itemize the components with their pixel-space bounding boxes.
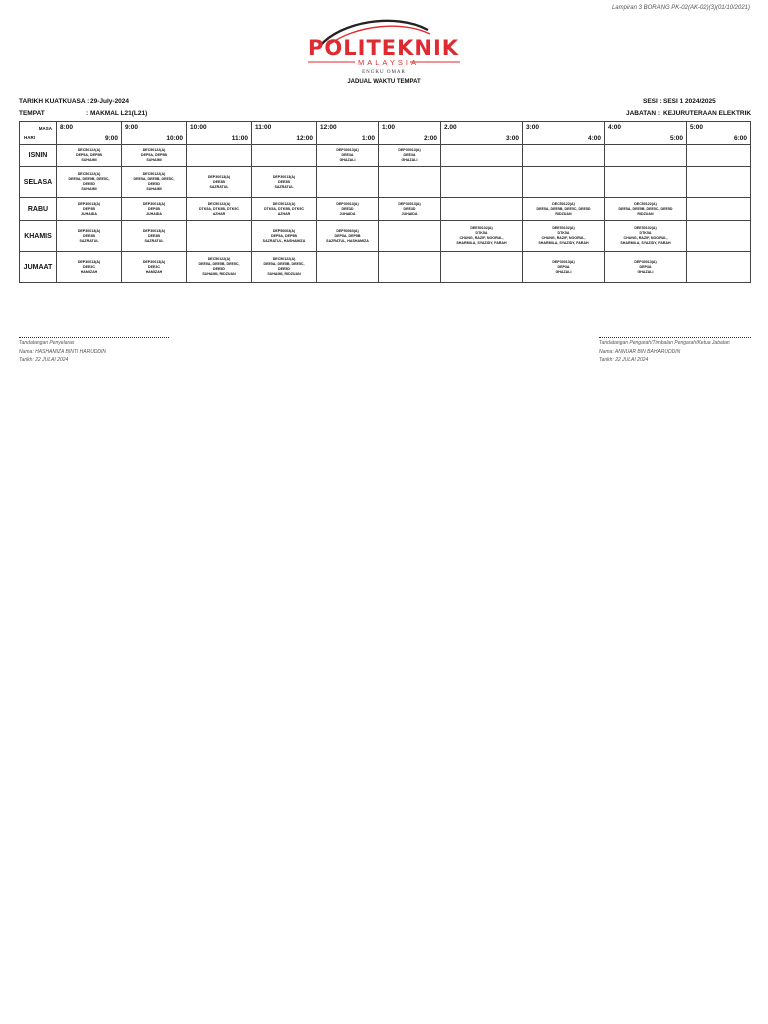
timetable-cell <box>441 167 523 198</box>
timetable-cell <box>605 221 687 252</box>
slot-header <box>523 122 605 145</box>
signature-head <box>599 337 751 365</box>
cell-line: DEE3A <box>341 153 354 157</box>
timetable-cell <box>187 145 252 167</box>
cell-line: DEE5A, DEE5B, DEE5C, <box>263 262 305 266</box>
masa-label: MASA <box>38 126 52 131</box>
cell-line: DEE5D <box>148 182 160 186</box>
cell-line: SAZRATUL <box>79 238 99 243</box>
timetable-header <box>20 122 751 145</box>
cell-line: JUHAIDA <box>81 211 97 216</box>
cell-line: DEE3B <box>213 179 225 184</box>
timetable-cell <box>317 167 379 198</box>
timetable-cell <box>605 252 687 283</box>
cell-line: DEP3A <box>557 264 570 269</box>
cell-line: AZHAR <box>277 211 291 216</box>
timetable-cell <box>187 252 252 283</box>
cell-line: DEP30013(A) <box>77 259 101 264</box>
cell-line: DEP3B <box>83 206 95 211</box>
day-label: KHAMIS <box>20 221 57 252</box>
cell-line: DEP30013(A) <box>207 174 231 179</box>
cell-line: CHUNG, RAZIF, NOORUL, <box>459 236 504 240</box>
cell-line: DEE50102(A) <box>470 226 493 230</box>
slot-header <box>57 122 122 145</box>
cell-line: DEE3B <box>83 233 95 238</box>
slot-end: 4:00 <box>587 135 601 142</box>
timetable-cell <box>523 167 605 198</box>
cell-line: CHUNG, RAZIF, NOORUL, <box>623 236 668 240</box>
tempat-value: : MAKMAL L21(L21) <box>86 110 148 117</box>
logo-sub-text: MALAYSIA <box>358 58 419 67</box>
timetable-cell <box>317 221 379 252</box>
cell-line: DEP3A <box>639 264 652 269</box>
cell-line: SUHAIMI <box>146 158 162 162</box>
timetable-cell <box>379 221 441 252</box>
form-reference: Lampiran 3 BORANG PK-02(AK-02)(3)(01/10/2021) <box>611 5 750 11</box>
cell-line: DEP30013(A) <box>77 201 101 206</box>
cell-line: HAMIZAH <box>145 269 163 274</box>
timetable-cell <box>605 167 687 198</box>
slot-start: 3:00 <box>526 124 540 131</box>
signature-label: Tandatangan Pengarah/Timbalan Pengarah/Ketua Jabatan <box>599 340 730 346</box>
timetable-cell <box>187 167 252 198</box>
timetable <box>19 121 751 283</box>
cell-line: DEE3B <box>148 233 160 238</box>
timetable-cell <box>57 145 122 167</box>
timetable-cell <box>441 252 523 283</box>
slot-end: 5:00 <box>669 135 683 142</box>
slot-end: 9:00 <box>104 135 118 142</box>
politeknik-logo <box>300 14 470 76</box>
slot-start: 4:00 <box>608 124 622 131</box>
timetable-cell <box>379 252 441 283</box>
hari-label: HARI <box>24 135 35 140</box>
slot-start: 2.00 <box>444 124 457 131</box>
cell-line: SUHAIMI, RIDZUAN <box>267 272 301 276</box>
cell-line: DEC50122(A) <box>634 201 657 206</box>
cell-line: DEE5A, DEE5B, DEE5C, DEE5D <box>618 206 673 211</box>
cell-line: DEP30013(A) <box>142 228 166 233</box>
signature-date: Tarikh: 22 JULAI 2024 <box>19 357 69 363</box>
cell-line: DEP30013(A) <box>398 201 421 206</box>
cell-line: DEP5A, DEP5B <box>76 153 102 157</box>
signature-line <box>19 337 169 338</box>
day-label: SELASA <box>20 167 57 198</box>
cell-line: DEC50122(A) <box>142 172 166 176</box>
cell-line: DEP30013(A) <box>552 259 575 264</box>
cell-line: AZHAR <box>212 211 226 216</box>
timetable-cell <box>523 145 605 167</box>
cell-line: DEC50122(A) <box>77 148 101 152</box>
timetable-cell <box>317 145 379 167</box>
cell-line: DEC50122(A) <box>77 172 101 176</box>
cell-line: DTK5A, DTK5B, DTK5C <box>199 206 239 211</box>
cell-line: DEP30013(A) <box>336 201 359 206</box>
tarikh-value: 29-July-2024 <box>90 98 130 105</box>
cell-line: DEE3D <box>403 206 416 211</box>
cell-line: DEE5A, DEE5B, DEE5C, <box>198 262 240 266</box>
day-label: JUMAAT <box>20 252 57 283</box>
cell-line: DEC50122(A) <box>272 257 296 261</box>
timetable-cell <box>687 221 751 252</box>
cell-line: DEC50122(A) <box>272 201 296 206</box>
cell-line: RIDZUAN <box>555 211 572 216</box>
cell-line: DTK5A <box>639 231 652 235</box>
timetable-cell <box>379 167 441 198</box>
slot-start: 1:00 <box>382 124 396 131</box>
timetable-cell <box>605 145 687 167</box>
cell-line: SHARMILA, SYAZIDY, FARAH <box>538 241 589 245</box>
cell-line: DEE3C <box>148 264 160 269</box>
cell-line: DEC50122(A) <box>142 148 166 152</box>
timetable-cell <box>122 221 187 252</box>
timetable-cell <box>441 198 523 221</box>
timetable-cell <box>122 167 187 198</box>
cell-line: GHAZALI <box>339 158 356 162</box>
cell-line: DEE5D <box>83 182 95 186</box>
timetable-cell <box>122 198 187 221</box>
timetable-cell <box>523 252 605 283</box>
cell-line: SAZRATUL <box>209 184 229 189</box>
slot-start: 12:00 <box>320 124 337 131</box>
cell-line: DTK5A <box>475 231 488 235</box>
table-row <box>20 145 751 167</box>
cell-line: SHARMILA, SYAZIDY, FARAH <box>620 241 671 245</box>
slot-end: 1:00 <box>361 135 375 142</box>
cell-line: GHAZALI <box>555 269 572 274</box>
cell-line: SUHAIMI, RIDZUAN <box>202 272 236 276</box>
slot-start: 5:00 <box>690 124 704 131</box>
slot-end: 10:00 <box>166 135 183 142</box>
slot-start: 11:00 <box>255 124 272 131</box>
slot-start: 10:00 <box>190 124 207 131</box>
slot-end: 2:00 <box>423 135 437 142</box>
cell-line: DEE3A <box>403 153 416 157</box>
corner-header <box>20 122 57 145</box>
timetable-cell <box>379 145 441 167</box>
logo-tagline: ENGKU OMAR <box>362 70 406 75</box>
signature-label: Tandatangan Penyelaras <box>19 340 75 346</box>
timetable-cell <box>687 145 751 167</box>
table-row <box>20 221 751 252</box>
cell-line: DEP50063(A) <box>336 228 359 233</box>
cell-line: SAZRATUL, HASHAMIZA <box>326 238 369 243</box>
table-row <box>20 252 751 283</box>
sesi-label: SESI : <box>643 98 662 105</box>
slot-start: 8:00 <box>60 124 74 131</box>
slot-header <box>605 122 687 145</box>
cell-line: DEE50102(A) <box>634 226 657 230</box>
sesi-value: SESI 1 2024/2025 <box>663 98 716 105</box>
page-title: JADUAL WAKTU TEMPAT <box>347 79 421 85</box>
logo-main-text: POLITEKNIK <box>308 36 460 60</box>
cell-line: DEP30013(A) <box>272 174 296 179</box>
slot-start: 9:00 <box>125 124 139 131</box>
timetable-cell <box>252 252 317 283</box>
cell-line: SUHAIMI <box>81 158 97 162</box>
cell-line: DEP30013(A) <box>336 148 359 152</box>
timetable-cell <box>122 252 187 283</box>
cell-line: DEE5A, DEE5B, DEE5C, DEE5D <box>536 206 591 211</box>
timetable-cell <box>57 221 122 252</box>
timetable-cell <box>687 252 751 283</box>
timetable-cell <box>317 252 379 283</box>
cell-line: DEC50122(A) <box>207 257 231 261</box>
cell-line: DEP50063(A) <box>272 228 296 233</box>
timetable-cell <box>441 145 523 167</box>
cell-line: SUHAIMI <box>81 187 97 191</box>
cell-line: DEP30013(A) <box>398 148 421 152</box>
timetable-cell <box>605 198 687 221</box>
slot-header <box>379 122 441 145</box>
table-row <box>20 167 751 198</box>
timetable-cell <box>187 198 252 221</box>
cell-line: DEP3B <box>148 206 160 211</box>
signature-name: Nama: HASHAMIZA BINTI HARUDDIN <box>19 348 107 355</box>
cell-line: DEP5A, DEP5B <box>141 153 167 157</box>
cell-line: GHAZALI <box>401 158 418 162</box>
cell-line: RIDZUAN <box>637 211 654 216</box>
cell-line: DTK5A, DTK5B, DTK5C <box>264 206 304 211</box>
timetable-cell <box>252 167 317 198</box>
tarikh-label: TARIKH KUATKUASA : <box>19 98 90 105</box>
timetable-cell <box>252 198 317 221</box>
timetable-cell <box>687 198 751 221</box>
slot-end: 3:00 <box>505 135 519 142</box>
cell-line: JUHAIDA <box>146 211 162 216</box>
cell-line: DEE50102(A) <box>552 226 575 230</box>
signature-name: Nama: ANNUAR BIN BAHARUDDIN <box>599 348 681 355</box>
timetable-cell <box>57 167 122 198</box>
timetable-cell <box>187 221 252 252</box>
day-label: RABU <box>20 198 57 221</box>
cell-line: DEC50122(A) <box>207 201 231 206</box>
timetable-cell <box>122 145 187 167</box>
tempat-label: TEMPAT <box>19 110 45 117</box>
timetable-cell <box>523 198 605 221</box>
cell-line: JUHAIDA <box>339 211 356 216</box>
timetable-cell <box>317 198 379 221</box>
cell-line: DEE5A, DEE5B, DEE5C, <box>133 177 175 181</box>
cell-line: CHUNG, RAZIF, NOORUL, <box>541 236 586 240</box>
timetable-cell <box>252 145 317 167</box>
cell-line: SAZRATUL <box>274 184 294 189</box>
slot-header <box>252 122 317 145</box>
cell-line: DEP30013(A) <box>142 201 166 206</box>
signature-coordinator <box>19 337 169 365</box>
timetable-cell <box>379 198 441 221</box>
cell-line: DEP30013(A) <box>142 259 166 264</box>
slot-header <box>317 122 379 145</box>
slot-end: 12:00 <box>296 135 313 142</box>
cell-line: SAZRATUL, HASHAMIZA <box>262 238 306 243</box>
cell-line: SUHAIMI <box>146 187 162 191</box>
day-label: ISNIN <box>20 145 57 167</box>
table-row <box>20 198 751 221</box>
cell-line: DEE3B <box>278 179 290 184</box>
cell-line: DEE5D <box>213 267 225 271</box>
timetable-cell <box>687 167 751 198</box>
slot-end: 11:00 <box>231 135 248 142</box>
cell-line: HAMIZAH <box>80 269 98 274</box>
slot-header <box>441 122 523 145</box>
cell-line: SAZRATUL <box>144 238 164 243</box>
cell-line: DEP5A, DEP5B <box>334 233 361 238</box>
slot-header <box>687 122 751 145</box>
cell-line: DEP30013(A) <box>77 228 101 233</box>
cell-line: DEE3C <box>83 264 95 269</box>
signature-date: Tarikh: 22 JULAI 2024 <box>599 357 649 363</box>
timetable-cell <box>523 221 605 252</box>
cell-line: DTK5A <box>557 231 570 235</box>
timetable-cell <box>252 221 317 252</box>
cell-line: DEC50122(A) <box>552 201 575 206</box>
cell-line: JUHAIDA <box>401 211 418 216</box>
timetable-cell <box>441 221 523 252</box>
jabatan-label: JABATAN : <box>626 110 661 117</box>
timetable-cell <box>57 252 122 283</box>
cell-line: DEE5A, DEE5B, DEE5C, <box>68 177 110 181</box>
cell-line: DEE5D <box>278 267 290 271</box>
cell-line: GHAZALI <box>637 269 654 274</box>
cell-line: DEE3D <box>341 206 354 211</box>
slot-end: 6:00 <box>733 135 747 142</box>
timetable-cell <box>57 198 122 221</box>
cell-line: DEP30013(A) <box>634 259 657 264</box>
jabatan-value: KEJURUTERAAN ELEKTRIK <box>663 110 752 117</box>
slot-header <box>122 122 187 145</box>
signature-line <box>599 337 751 338</box>
cell-line: DEP5A, DEP5B <box>271 233 297 238</box>
cell-line: SHARMILA, SYAZIDY, FARAH <box>456 241 507 245</box>
slot-header <box>187 122 252 145</box>
